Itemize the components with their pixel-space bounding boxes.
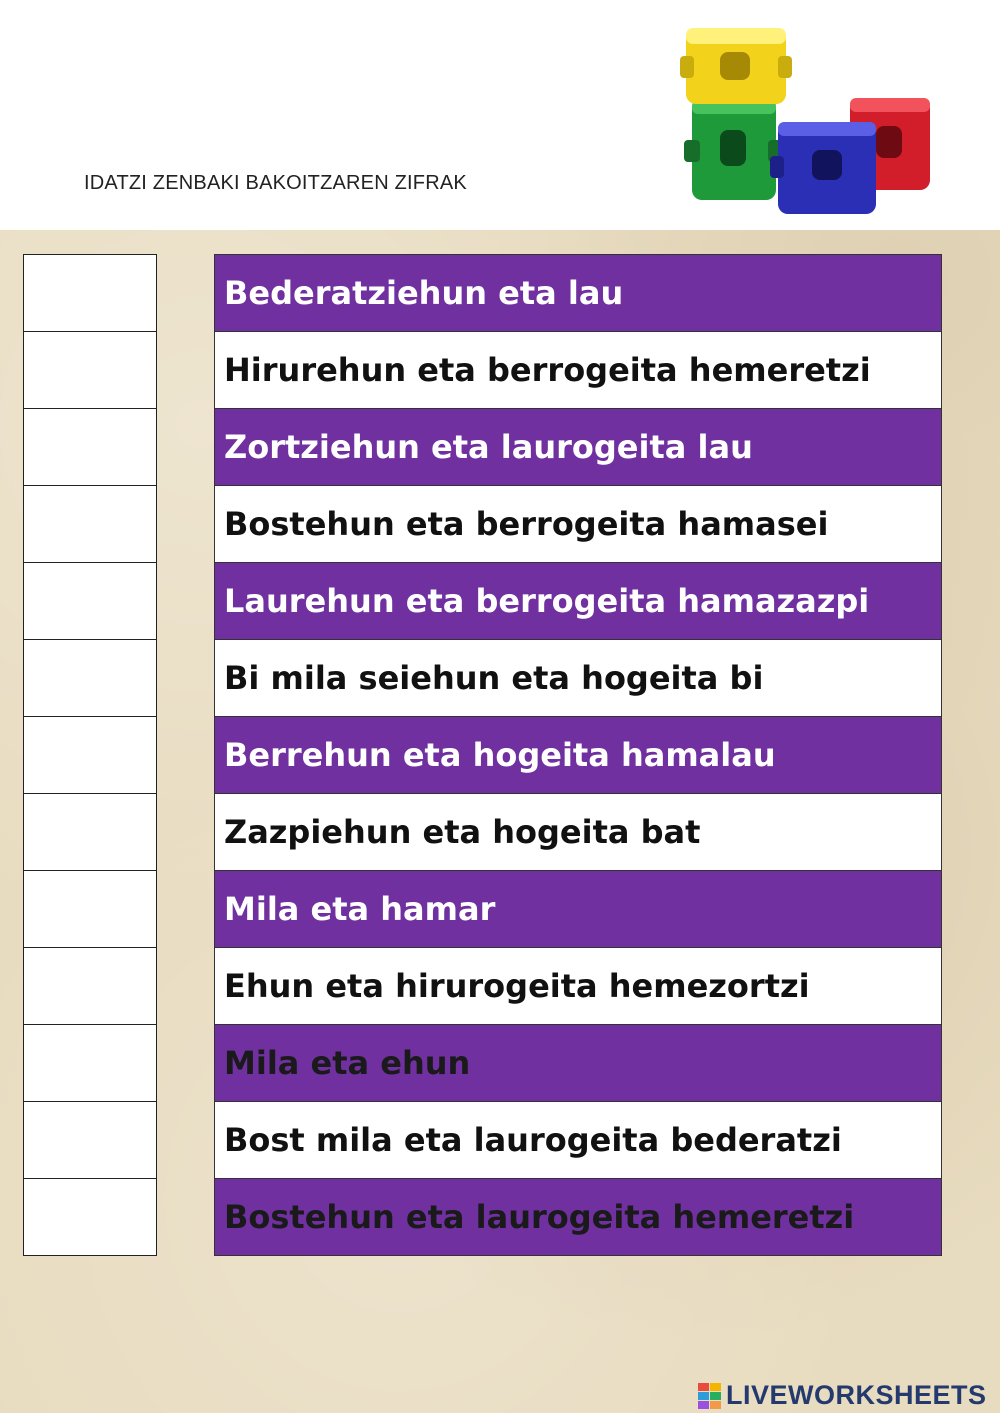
- answer-input[interactable]: [24, 409, 156, 485]
- number-word-item: Bostehun eta berrogeita hamasei: [215, 486, 941, 563]
- answer-input[interactable]: [24, 486, 156, 562]
- answer-box: [24, 1025, 156, 1102]
- answer-input[interactable]: [24, 640, 156, 716]
- answer-box: [24, 948, 156, 1025]
- answer-input[interactable]: [24, 332, 156, 408]
- answer-input[interactable]: [24, 794, 156, 870]
- answer-box: [24, 409, 156, 486]
- answer-box: [24, 717, 156, 794]
- answer-box: [24, 794, 156, 871]
- number-word-item: Zortziehun eta laurogeita lau: [215, 409, 941, 486]
- number-word-item: Hirurehun eta berrogeita hemeretzi: [215, 332, 941, 409]
- answer-input[interactable]: [24, 255, 156, 331]
- number-word-item: Mila eta hamar: [215, 871, 941, 948]
- number-word-item: Mila eta ehun: [215, 1025, 941, 1102]
- answer-box: [24, 332, 156, 409]
- liveworksheets-logo[interactable]: [698, 1380, 987, 1411]
- answer-input[interactable]: [24, 948, 156, 1024]
- number-word-item: Bederatziehun eta lau: [215, 255, 941, 332]
- toy-building-blocks-icon: [680, 22, 940, 222]
- number-word-item: Ehun eta hirurogeita hemezortzi: [215, 948, 941, 1025]
- number-word-item: Bost mila eta laurogeita bederatzi: [215, 1102, 941, 1179]
- number-word-item: Laurehun eta berrogeita hamazazpi: [215, 563, 941, 640]
- number-word-item: Berrehun eta hogeita hamalau: [215, 717, 941, 794]
- number-words-list: [214, 254, 942, 1256]
- answer-box: [24, 1179, 156, 1255]
- answer-box: [24, 255, 156, 332]
- answer-input[interactable]: [24, 1025, 156, 1101]
- answer-column: [23, 254, 157, 1256]
- liveworksheets-logo-icon: [698, 1383, 722, 1409]
- answer-box: [24, 1102, 156, 1179]
- number-word-item: Zazpiehun eta hogeita bat: [215, 794, 941, 871]
- number-word-item: Bi mila seiehun eta hogeita bi: [215, 640, 941, 717]
- instruction-text: IDATZI ZENBAKI BAKOITZAREN ZIFRAK: [84, 172, 467, 194]
- answer-box: [24, 871, 156, 948]
- answer-box: [24, 486, 156, 563]
- number-word-item: Bostehun eta laurogeita hemeretzi: [215, 1179, 941, 1255]
- answer-input[interactable]: [24, 1102, 156, 1178]
- header: [0, 0, 1000, 230]
- answer-input[interactable]: [24, 717, 156, 793]
- answer-input[interactable]: [24, 1179, 156, 1255]
- logo-text: LIVEWORKSHEETS: [726, 1380, 987, 1410]
- answer-input[interactable]: [24, 563, 156, 639]
- answer-input[interactable]: [24, 871, 156, 947]
- answer-box: [24, 640, 156, 717]
- answer-box: [24, 563, 156, 640]
